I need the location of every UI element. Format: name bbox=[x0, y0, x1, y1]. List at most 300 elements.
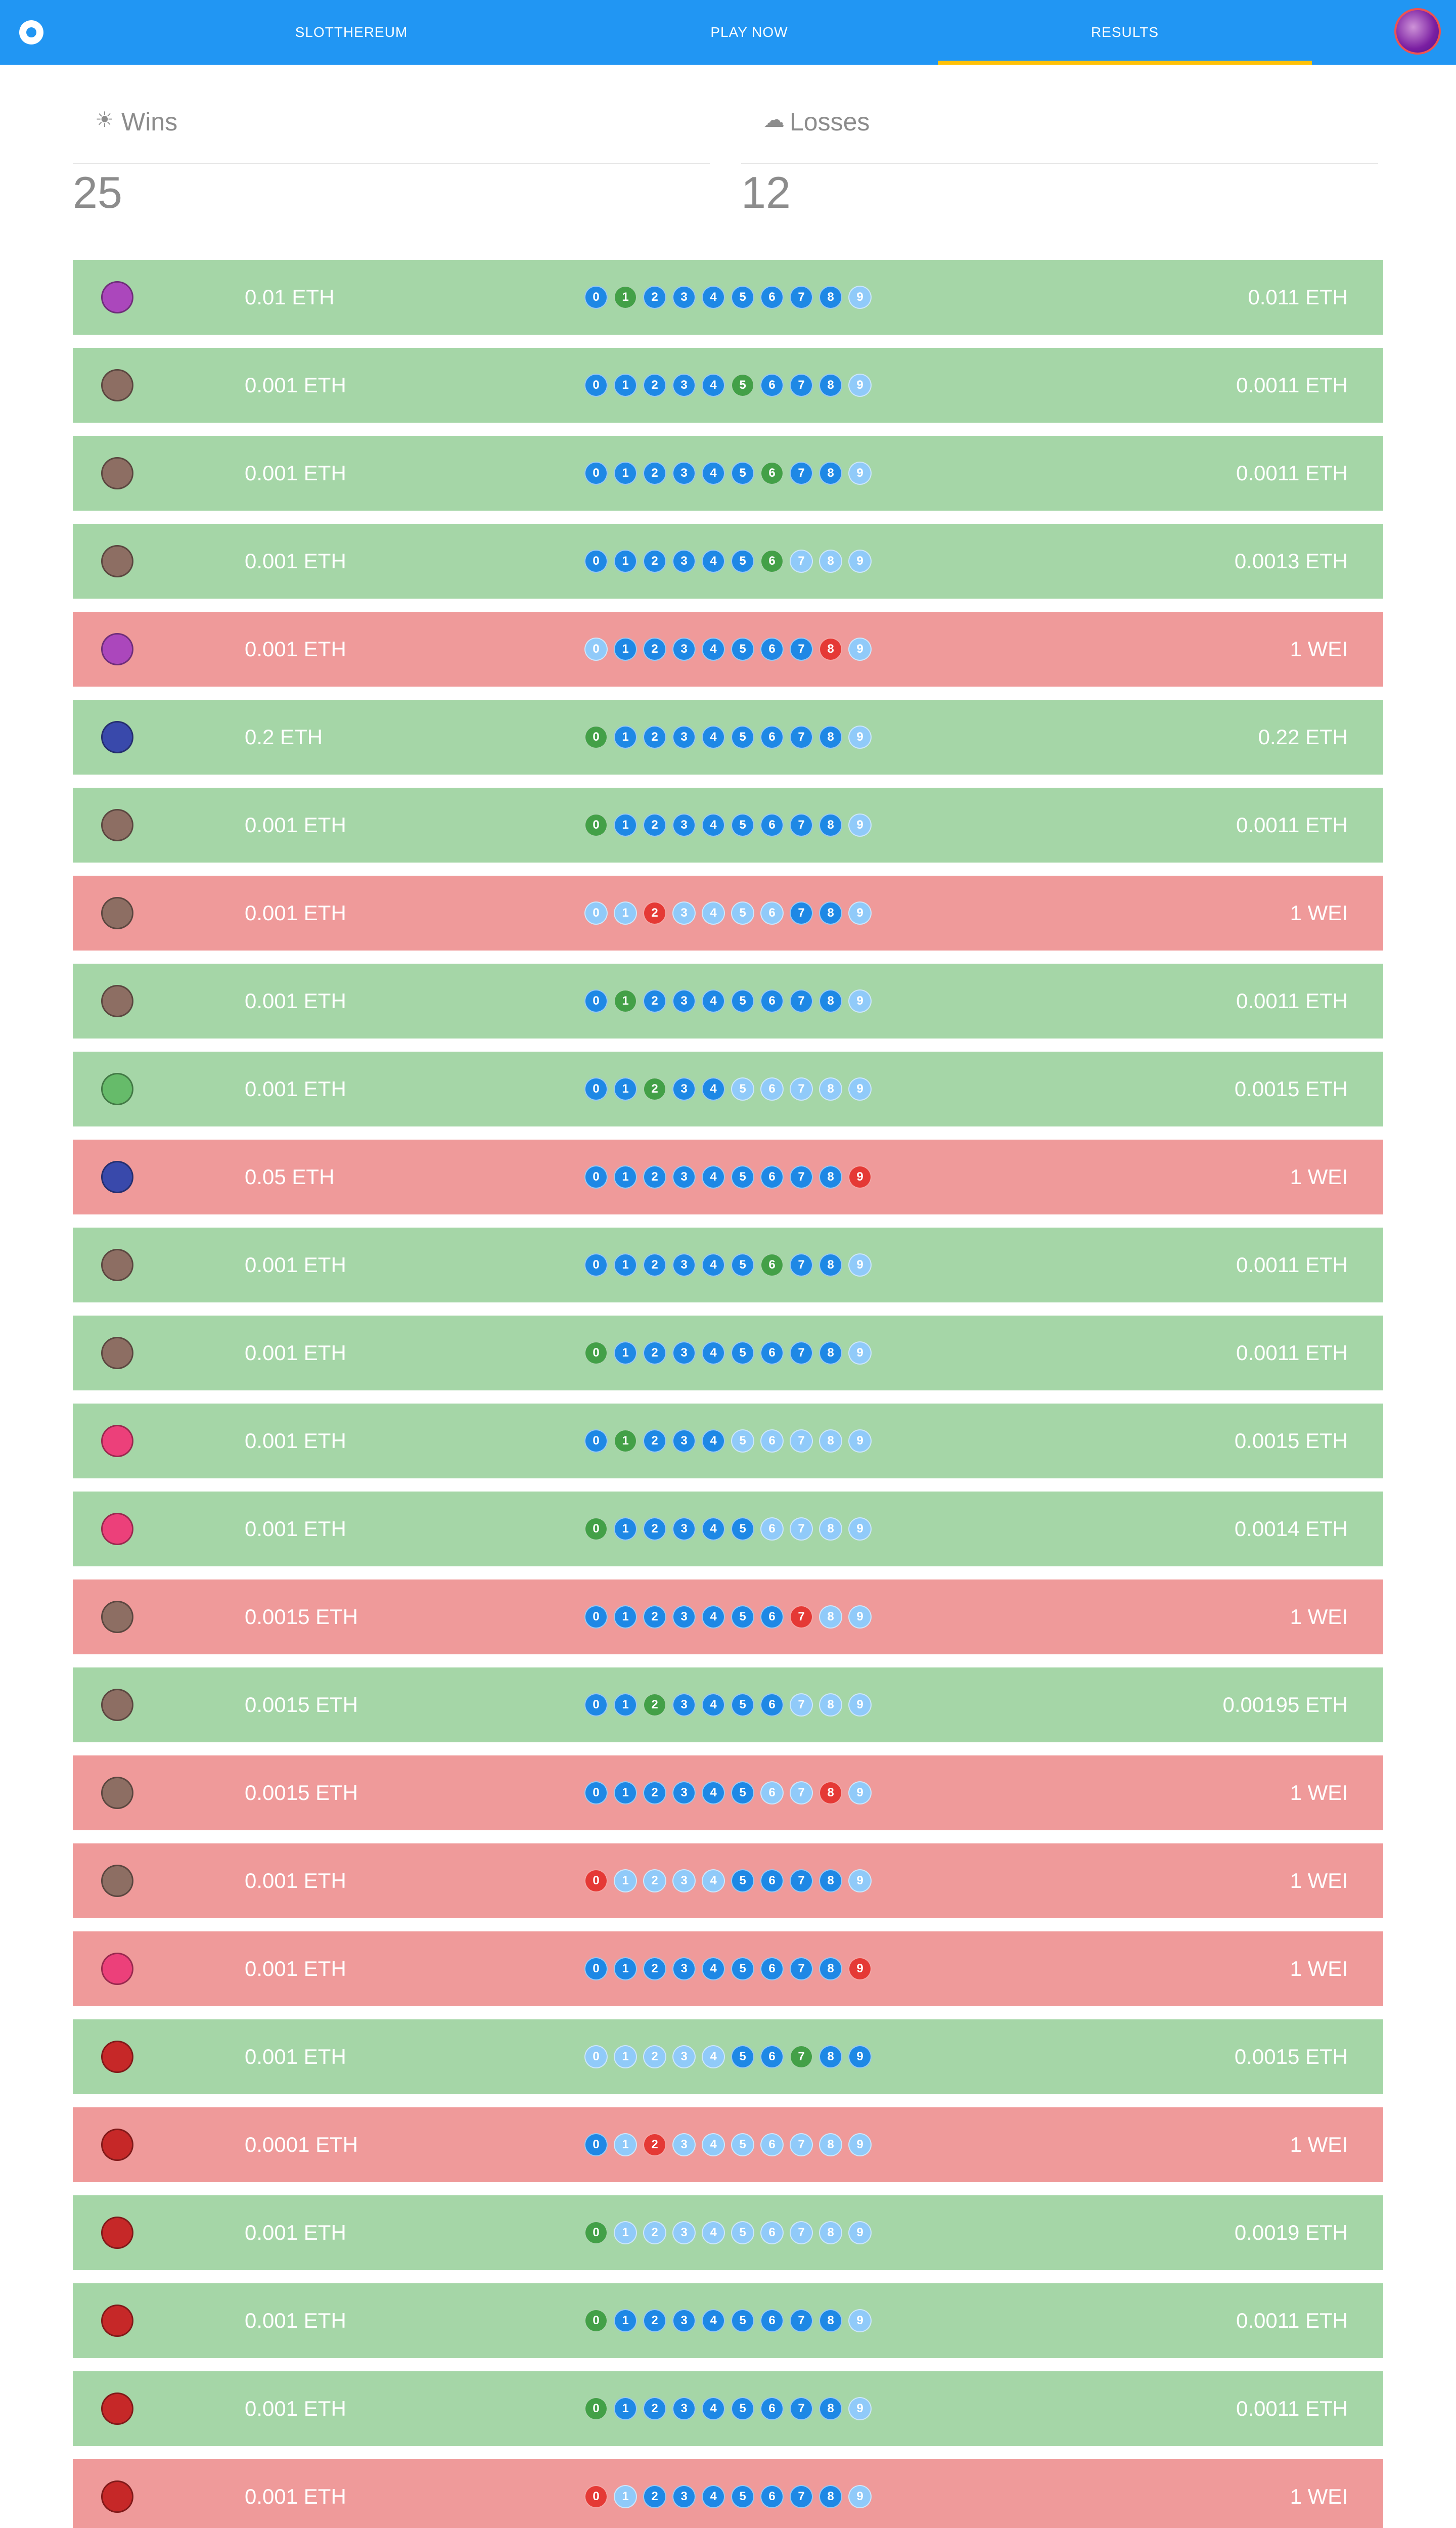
slot-ball: 1 bbox=[614, 2045, 637, 2068]
slot-ball: 8 bbox=[819, 1957, 842, 1980]
player-avatar bbox=[101, 1249, 133, 1281]
slot-balls bbox=[326, 1316, 1130, 1390]
user-avatar[interactable] bbox=[1394, 8, 1441, 55]
bet-amount: 0.001 ETH bbox=[245, 2397, 346, 2420]
slot-balls bbox=[326, 1579, 1130, 1654]
slot-ball: 4 bbox=[702, 2221, 725, 2244]
active-tab-indicator bbox=[938, 61, 1312, 65]
payout-amount: 1 WEI bbox=[1290, 2485, 1348, 2508]
slot-ball: 9 bbox=[848, 989, 872, 1013]
slot-ball: 5 bbox=[731, 989, 754, 1013]
slot-ball: 8 bbox=[819, 2045, 842, 2068]
slot-ball: 4 bbox=[702, 1429, 725, 1453]
table-row bbox=[73, 1316, 1383, 1390]
bet-amount: 0.001 ETH bbox=[245, 901, 346, 925]
slot-ball: 2 bbox=[643, 814, 666, 837]
table-row bbox=[73, 2459, 1383, 2528]
slot-ball: 1 bbox=[614, 374, 637, 397]
slot-ball: 6 bbox=[760, 1341, 784, 1365]
slot-ball: 8 bbox=[819, 1693, 842, 1717]
slot-ball: 3 bbox=[672, 1781, 696, 1804]
slot-ball: 8 bbox=[819, 550, 842, 573]
slot-ball: 2 bbox=[643, 1781, 666, 1804]
slot-ball: 1 bbox=[614, 814, 637, 837]
table-row bbox=[73, 612, 1383, 687]
slot-ball: 2 bbox=[643, 1693, 666, 1717]
slot-ball: 2 bbox=[643, 374, 666, 397]
bet-amount: 0.001 ETH bbox=[245, 1517, 346, 1541]
bet-amount: 0.0015 ETH bbox=[245, 1781, 358, 1804]
slot-ball: 8 bbox=[819, 2485, 842, 2508]
tab-results[interactable]: RESULTS bbox=[1090, 24, 1159, 40]
slot-ball: 9 bbox=[848, 1869, 872, 1892]
slot-ball: 9 bbox=[848, 638, 872, 661]
slot-ball: 4 bbox=[702, 462, 725, 485]
slot-ball: 3 bbox=[672, 989, 696, 1013]
slot-ball: 8 bbox=[819, 1165, 842, 1189]
slot-ball: 2 bbox=[643, 2133, 666, 2156]
slot-ball: 7 bbox=[790, 2133, 813, 2156]
results-list bbox=[73, 260, 1383, 2528]
slot-ball: 3 bbox=[672, 374, 696, 397]
slot-ball: 8 bbox=[819, 726, 842, 749]
payout-amount: 0.22 ETH bbox=[1258, 725, 1348, 749]
slot-ball: 7 bbox=[790, 726, 813, 749]
slot-ball: 1 bbox=[614, 726, 637, 749]
slot-ball: 0 bbox=[584, 1693, 608, 1717]
slot-ball: 1 bbox=[614, 1781, 637, 1804]
table-row bbox=[73, 1492, 1383, 1566]
payout-amount: 1 WEI bbox=[1290, 1165, 1348, 1189]
player-avatar bbox=[101, 721, 133, 753]
slot-ball: 1 bbox=[614, 1693, 637, 1717]
table-row bbox=[73, 260, 1383, 335]
bet-amount: 0.001 ETH bbox=[245, 549, 346, 573]
cloud-icon: ☁ bbox=[763, 108, 785, 131]
table-row bbox=[73, 1931, 1383, 2006]
slot-ball: 4 bbox=[702, 1077, 725, 1101]
table-row bbox=[73, 1140, 1383, 1214]
slot-ball: 1 bbox=[614, 638, 637, 661]
slot-ball: 2 bbox=[643, 989, 666, 1013]
slot-ball: 5 bbox=[731, 2045, 754, 2068]
slot-ball: 2 bbox=[643, 1869, 666, 1892]
bet-amount: 0.0001 ETH bbox=[245, 2133, 358, 2156]
table-row bbox=[73, 788, 1383, 863]
slot-ball: 6 bbox=[760, 901, 784, 925]
slot-ball: 3 bbox=[672, 1957, 696, 1980]
slot-ball: 5 bbox=[731, 2397, 754, 2420]
slot-ball: 1 bbox=[614, 462, 637, 485]
player-avatar bbox=[101, 2480, 133, 2513]
slot-ball: 6 bbox=[760, 1077, 784, 1101]
slot-ball: 5 bbox=[731, 814, 754, 837]
slot-ball: 2 bbox=[643, 2485, 666, 2508]
slot-ball: 7 bbox=[790, 1605, 813, 1629]
slot-ball: 3 bbox=[672, 550, 696, 573]
payout-amount: 1 WEI bbox=[1290, 637, 1348, 661]
payout-amount: 0.0011 ETH bbox=[1236, 2309, 1348, 2332]
slot-ball: 0 bbox=[584, 2485, 608, 2508]
slot-balls bbox=[326, 1667, 1130, 1742]
table-row bbox=[73, 348, 1383, 423]
bet-amount: 0.001 ETH bbox=[245, 1429, 346, 1453]
table-row bbox=[73, 2107, 1383, 2182]
slot-ball: 4 bbox=[702, 1781, 725, 1804]
bet-amount: 0.001 ETH bbox=[245, 1341, 346, 1365]
table-row bbox=[73, 964, 1383, 1039]
player-avatar bbox=[101, 897, 133, 929]
slot-ball: 6 bbox=[760, 1693, 784, 1717]
slot-ball: 3 bbox=[672, 814, 696, 837]
slot-ball: 6 bbox=[760, 2485, 784, 2508]
slot-ball: 9 bbox=[848, 1693, 872, 1717]
slot-ball: 0 bbox=[584, 638, 608, 661]
slot-ball: 1 bbox=[614, 989, 637, 1013]
bet-amount: 0.01 ETH bbox=[245, 285, 335, 309]
slot-ball: 7 bbox=[790, 2221, 813, 2244]
slot-ball: 0 bbox=[584, 2309, 608, 2332]
player-avatar bbox=[101, 1425, 133, 1457]
slot-ball: 9 bbox=[848, 2397, 872, 2420]
slot-ball: 8 bbox=[819, 462, 842, 485]
slot-ball: 0 bbox=[584, 2397, 608, 2420]
slot-ball: 7 bbox=[790, 550, 813, 573]
tab-slotthereum[interactable]: SLOTTHEREUM bbox=[295, 24, 408, 40]
slot-ball: 3 bbox=[672, 462, 696, 485]
slot-ball: 9 bbox=[848, 2309, 872, 2332]
table-row bbox=[73, 1579, 1383, 1654]
slot-ball: 2 bbox=[643, 1341, 666, 1365]
slot-ball: 6 bbox=[760, 2045, 784, 2068]
payout-amount: 0.0015 ETH bbox=[1234, 2045, 1348, 2068]
slot-ball: 6 bbox=[760, 1253, 784, 1277]
slot-ball: 5 bbox=[731, 638, 754, 661]
table-row bbox=[73, 2195, 1383, 2270]
slot-ball: 2 bbox=[643, 550, 666, 573]
slot-ball: 9 bbox=[848, 1253, 872, 1277]
slot-ball: 8 bbox=[819, 286, 842, 309]
slot-ball: 5 bbox=[731, 1341, 754, 1365]
slot-ball: 0 bbox=[584, 2133, 608, 2156]
slot-ball: 6 bbox=[760, 726, 784, 749]
slot-ball: 6 bbox=[760, 1165, 784, 1189]
bet-amount: 0.0015 ETH bbox=[245, 1693, 358, 1717]
player-avatar bbox=[101, 2041, 133, 2073]
slot-ball: 9 bbox=[848, 901, 872, 925]
slot-ball: 0 bbox=[584, 1781, 608, 1804]
bet-amount: 0.2 ETH bbox=[245, 725, 323, 749]
slot-ball: 9 bbox=[848, 462, 872, 485]
payout-amount: 0.0014 ETH bbox=[1234, 1517, 1348, 1541]
slot-ball: 2 bbox=[643, 1165, 666, 1189]
slot-ball: 4 bbox=[702, 1165, 725, 1189]
slot-ball: 7 bbox=[790, 2309, 813, 2332]
slot-balls bbox=[326, 2019, 1130, 2094]
slot-balls bbox=[326, 700, 1130, 775]
slot-ball: 6 bbox=[760, 814, 784, 837]
payout-amount: 1 WEI bbox=[1290, 2133, 1348, 2156]
bet-amount: 0.001 ETH bbox=[245, 1253, 346, 1277]
payout-amount: 1 WEI bbox=[1290, 1957, 1348, 1980]
slot-balls bbox=[326, 348, 1130, 423]
wins-label: Wins bbox=[121, 108, 178, 136]
table-row bbox=[73, 700, 1383, 775]
slot-balls bbox=[326, 1404, 1130, 1478]
slot-ball: 7 bbox=[790, 286, 813, 309]
table-row bbox=[73, 1667, 1383, 1742]
payout-amount: 0.0011 ETH bbox=[1236, 373, 1348, 397]
slot-ball: 6 bbox=[760, 1605, 784, 1629]
slot-balls bbox=[326, 260, 1130, 335]
player-avatar bbox=[101, 1073, 133, 1105]
payout-amount: 0.0011 ETH bbox=[1236, 813, 1348, 837]
slot-ball: 8 bbox=[819, 989, 842, 1013]
bet-amount: 0.001 ETH bbox=[245, 813, 346, 837]
payout-amount: 1 WEI bbox=[1290, 901, 1348, 925]
bet-amount: 0.001 ETH bbox=[245, 1869, 346, 1892]
slot-ball: 4 bbox=[702, 2309, 725, 2332]
player-avatar bbox=[101, 1601, 133, 1633]
slot-ball: 3 bbox=[672, 2221, 696, 2244]
slot-ball: 5 bbox=[731, 2485, 754, 2508]
slot-balls bbox=[326, 2195, 1130, 2270]
player-avatar bbox=[101, 2217, 133, 2249]
payout-amount: 0.0013 ETH bbox=[1234, 549, 1348, 573]
slot-ball: 6 bbox=[760, 374, 784, 397]
slot-ball: 2 bbox=[643, 1957, 666, 1980]
slot-ball: 2 bbox=[643, 2309, 666, 2332]
slot-balls bbox=[326, 2283, 1130, 2358]
payout-amount: 0.0015 ETH bbox=[1234, 1077, 1348, 1101]
slot-ball: 1 bbox=[614, 2221, 637, 2244]
slot-ball: 8 bbox=[819, 2309, 842, 2332]
slot-ball: 4 bbox=[702, 2397, 725, 2420]
slot-ball: 1 bbox=[614, 1429, 637, 1453]
slot-ball: 6 bbox=[760, 2221, 784, 2244]
slot-ball: 0 bbox=[584, 1253, 608, 1277]
slot-balls bbox=[326, 876, 1130, 951]
slot-ball: 2 bbox=[643, 1253, 666, 1277]
bet-amount: 0.05 ETH bbox=[245, 1165, 335, 1189]
slot-ball: 7 bbox=[790, 1517, 813, 1541]
slot-ball: 3 bbox=[672, 2133, 696, 2156]
slot-ball: 5 bbox=[731, 2221, 754, 2244]
slot-ball: 0 bbox=[584, 462, 608, 485]
player-avatar bbox=[101, 1865, 133, 1897]
slot-ball: 5 bbox=[731, 1781, 754, 1804]
slot-ball: 2 bbox=[643, 462, 666, 485]
bet-amount: 0.001 ETH bbox=[245, 461, 346, 485]
slot-ball: 2 bbox=[643, 2221, 666, 2244]
slot-ball: 4 bbox=[702, 901, 725, 925]
slot-ball: 9 bbox=[848, 814, 872, 837]
slot-ball: 0 bbox=[584, 1605, 608, 1629]
payout-amount: 0.0011 ETH bbox=[1236, 461, 1348, 485]
losses-stat bbox=[741, 96, 1378, 217]
slot-ball: 7 bbox=[790, 1253, 813, 1277]
payout-amount: 0.0011 ETH bbox=[1236, 989, 1348, 1013]
slot-ball: 2 bbox=[643, 2045, 666, 2068]
slot-ball: 7 bbox=[790, 638, 813, 661]
bet-amount: 0.001 ETH bbox=[245, 2309, 346, 2332]
table-row bbox=[73, 1052, 1383, 1126]
player-avatar bbox=[101, 1953, 133, 1985]
slot-balls bbox=[326, 1931, 1130, 2006]
slot-ball: 6 bbox=[760, 1517, 784, 1541]
slot-ball: 0 bbox=[584, 1517, 608, 1541]
slot-ball: 6 bbox=[760, 462, 784, 485]
slot-ball: 4 bbox=[702, 1253, 725, 1277]
slot-ball: 3 bbox=[672, 1605, 696, 1629]
slot-ball: 4 bbox=[702, 1869, 725, 1892]
slot-ball: 3 bbox=[672, 1253, 696, 1277]
player-avatar bbox=[101, 2129, 133, 2161]
tab-play-now[interactable]: PLAY NOW bbox=[710, 24, 788, 40]
slot-ball: 8 bbox=[819, 1253, 842, 1277]
player-avatar bbox=[101, 1689, 133, 1721]
slot-ball: 5 bbox=[731, 1869, 754, 1892]
slot-ball: 1 bbox=[614, 2397, 637, 2420]
slot-ball: 7 bbox=[790, 462, 813, 485]
slot-ball: 3 bbox=[672, 1165, 696, 1189]
slot-ball: 2 bbox=[643, 638, 666, 661]
slot-ball: 6 bbox=[760, 1429, 784, 1453]
slot-ball: 6 bbox=[760, 638, 784, 661]
slot-ball: 8 bbox=[819, 638, 842, 661]
slot-ball: 4 bbox=[702, 374, 725, 397]
slot-ball: 5 bbox=[731, 550, 754, 573]
payout-amount: 1 WEI bbox=[1290, 1605, 1348, 1629]
slot-ball: 0 bbox=[584, 726, 608, 749]
slot-ball: 4 bbox=[702, 2485, 725, 2508]
payout-amount: 0.00195 ETH bbox=[1222, 1693, 1348, 1717]
slot-ball: 3 bbox=[672, 1077, 696, 1101]
slot-ball: 0 bbox=[584, 901, 608, 925]
slot-ball: 9 bbox=[848, 374, 872, 397]
slot-ball: 0 bbox=[584, 2045, 608, 2068]
slot-ball: 7 bbox=[790, 2397, 813, 2420]
slot-ball: 8 bbox=[819, 1077, 842, 1101]
table-row bbox=[73, 1404, 1383, 1478]
player-avatar bbox=[101, 2392, 133, 2425]
player-avatar bbox=[101, 1337, 133, 1369]
slot-ball: 5 bbox=[731, 1077, 754, 1101]
slot-ball: 7 bbox=[790, 814, 813, 837]
bet-amount: 0.0015 ETH bbox=[245, 1605, 358, 1629]
slot-balls bbox=[326, 436, 1130, 511]
slot-ball: 4 bbox=[702, 2133, 725, 2156]
bet-amount: 0.001 ETH bbox=[245, 1077, 346, 1101]
slot-ball: 1 bbox=[614, 1957, 637, 1980]
slot-ball: 1 bbox=[614, 550, 637, 573]
slot-balls bbox=[326, 524, 1130, 599]
slot-ball: 4 bbox=[702, 286, 725, 309]
slot-ball: 7 bbox=[790, 1429, 813, 1453]
slot-ball: 0 bbox=[584, 1341, 608, 1365]
slot-balls bbox=[326, 612, 1130, 687]
slot-ball: 5 bbox=[731, 901, 754, 925]
slot-balls bbox=[326, 1052, 1130, 1126]
slot-balls bbox=[326, 788, 1130, 863]
slot-ball: 4 bbox=[702, 1957, 725, 1980]
bet-amount: 0.001 ETH bbox=[245, 2221, 346, 2244]
slot-balls bbox=[326, 1140, 1130, 1214]
table-row bbox=[73, 1755, 1383, 1830]
slot-ball: 1 bbox=[614, 2133, 637, 2156]
slot-ball: 4 bbox=[702, 2045, 725, 2068]
slot-balls bbox=[326, 2107, 1130, 2182]
slot-ball: 0 bbox=[584, 989, 608, 1013]
slot-ball: 7 bbox=[790, 374, 813, 397]
slot-ball: 1 bbox=[614, 1341, 637, 1365]
slot-ball: 5 bbox=[731, 374, 754, 397]
slot-ball: 5 bbox=[731, 1693, 754, 1717]
bet-amount: 0.001 ETH bbox=[245, 2045, 346, 2068]
slot-balls bbox=[326, 2371, 1130, 2446]
slot-ball: 4 bbox=[702, 989, 725, 1013]
slot-ball: 5 bbox=[731, 1957, 754, 1980]
slot-ball: 7 bbox=[790, 1693, 813, 1717]
slot-ball: 0 bbox=[584, 814, 608, 837]
slot-ball: 7 bbox=[790, 989, 813, 1013]
slot-ball: 1 bbox=[614, 1253, 637, 1277]
player-avatar bbox=[101, 1513, 133, 1545]
slot-ball: 0 bbox=[584, 1077, 608, 1101]
slot-ball: 8 bbox=[819, 1781, 842, 1804]
slot-ball: 7 bbox=[790, 2485, 813, 2508]
slot-ball: 2 bbox=[643, 1429, 666, 1453]
slot-balls bbox=[326, 964, 1130, 1039]
table-row bbox=[73, 1843, 1383, 1918]
slot-ball: 1 bbox=[614, 901, 637, 925]
payout-amount: 0.011 ETH bbox=[1248, 285, 1348, 309]
slot-balls bbox=[326, 1228, 1130, 1302]
brand-logo-icon[interactable] bbox=[19, 20, 43, 44]
slot-ball: 8 bbox=[819, 2133, 842, 2156]
payout-amount: 0.0011 ETH bbox=[1236, 2397, 1348, 2420]
slot-ball: 9 bbox=[848, 1077, 872, 1101]
slot-ball: 3 bbox=[672, 1341, 696, 1365]
player-avatar bbox=[101, 633, 133, 665]
player-avatar bbox=[101, 2305, 133, 2337]
slot-ball: 6 bbox=[760, 2133, 784, 2156]
slot-ball: 2 bbox=[643, 1077, 666, 1101]
slot-ball: 4 bbox=[702, 638, 725, 661]
slot-ball: 1 bbox=[614, 1517, 637, 1541]
slot-ball: 3 bbox=[672, 1693, 696, 1717]
bet-amount: 0.001 ETH bbox=[245, 1957, 346, 1980]
table-row bbox=[73, 2371, 1383, 2446]
slot-ball: 9 bbox=[848, 726, 872, 749]
bet-amount: 0.001 ETH bbox=[245, 637, 346, 661]
slot-balls bbox=[326, 1755, 1130, 1830]
slot-ball: 4 bbox=[702, 814, 725, 837]
slot-ball: 7 bbox=[790, 1165, 813, 1189]
slot-ball: 7 bbox=[790, 1341, 813, 1365]
slot-ball: 8 bbox=[819, 901, 842, 925]
slot-ball: 9 bbox=[848, 1165, 872, 1189]
slot-ball: 7 bbox=[790, 1077, 813, 1101]
bet-amount: 0.001 ETH bbox=[245, 2485, 346, 2508]
slot-ball: 0 bbox=[584, 1429, 608, 1453]
slot-ball: 7 bbox=[790, 1781, 813, 1804]
slot-ball: 0 bbox=[584, 1869, 608, 1892]
slot-ball: 8 bbox=[819, 814, 842, 837]
slot-ball: 6 bbox=[760, 1869, 784, 1892]
slot-ball: 3 bbox=[672, 2397, 696, 2420]
slot-ball: 2 bbox=[643, 901, 666, 925]
